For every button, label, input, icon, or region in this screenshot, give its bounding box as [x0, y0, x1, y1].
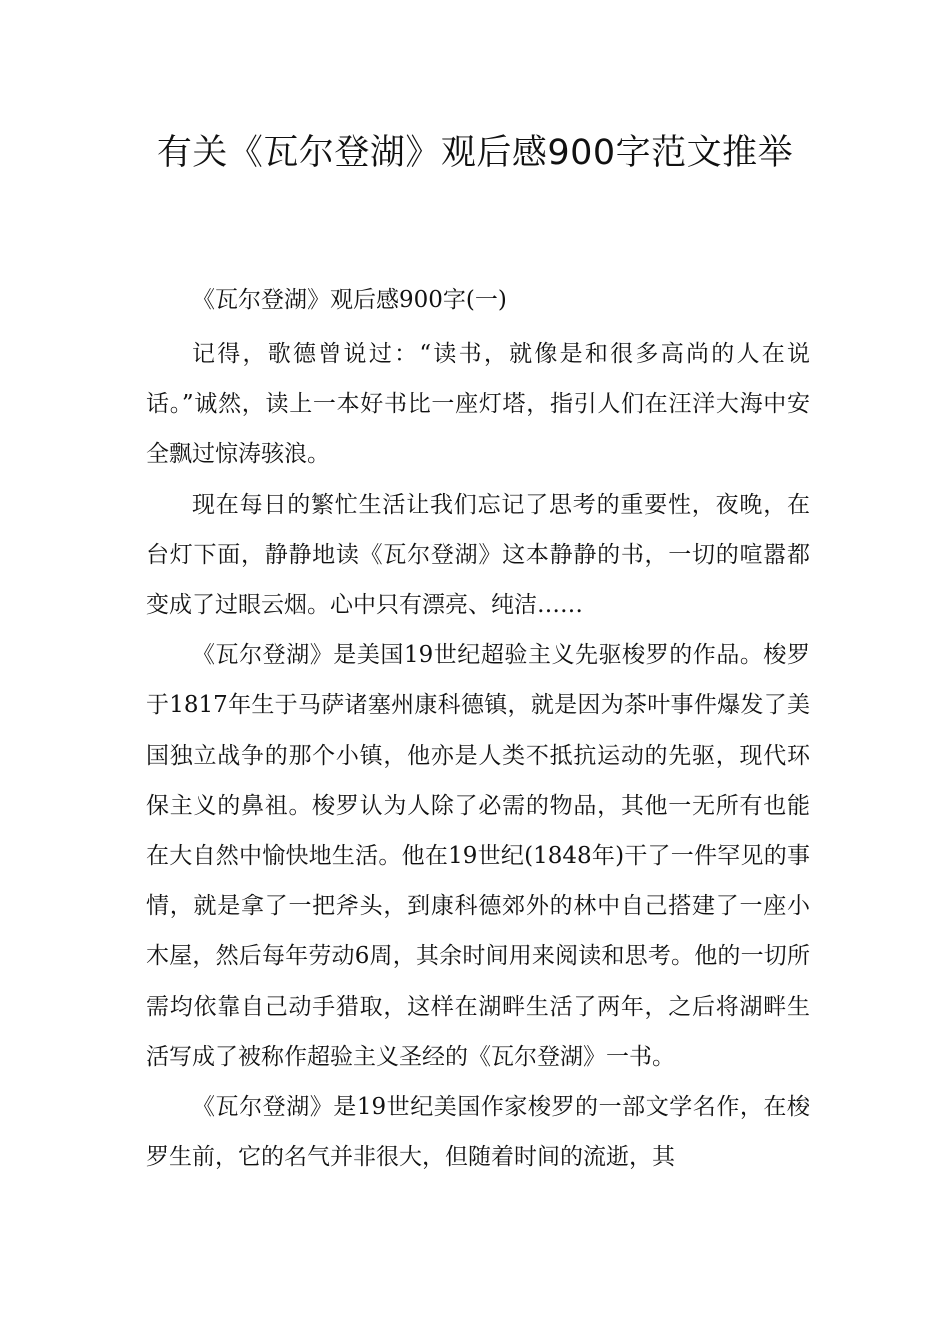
document-title: 有关《瓦尔登湖》观后感900字范文推举 — [156, 133, 794, 173]
paragraph-1: 记得，歌德曾说过：“读书，就像是和很多高尚的人在说话。”诚然，读上一本好书比一座灯塔，指引人们在汪洋大海中安全飘过惊涛骇浪。 — [146, 341, 810, 468]
paragraph-4: 《瓦尔登湖》是19世纪美国作家梭罗的一部文学名作，在梭罗生前，它的名气并非很大，但随着时间的流逝，其 — [146, 1094, 810, 1171]
paragraph-2: 现在每日的繁忙生活让我们忘记了思考的重要性，夜晚，在台灯下面，静静地读《瓦尔登湖》这本静静的书，一切的喧嚣都变成了过眼云烟。心中只有漂亮、纯洁…… — [146, 491, 810, 619]
document-body — [146, 279, 810, 1182]
paragraph-3: 《瓦尔登湖》是美国19世纪超验主义先驱梭罗的作品。梭罗于1817年生于马萨诸塞州康科德镇，就是因为茶叶事件爆发了美国独立战争的那个小镇，他亦是人类不抵抗运动的先驱，现代环保主义的鼻祖。梭罗认为人除了必需的物品，其他一无所有也能在大自然中愉快地生活。他在19世纪(1848年)干了一件罕见的事情，就是拿了一把斧头，到康科德郊外的林中自己搭建了一座小木屋，然后每年劳动6周，其余时间用来阅读和思考。他的一切所需均依靠自己动手猎取，这样在湖畔生活了两年，之后将湖畔生活写成了被称作超验主义圣经的《瓦尔登湖》一书。 — [146, 642, 810, 1070]
section-heading: 《瓦尔登湖》观后感900字(一) — [192, 287, 507, 313]
